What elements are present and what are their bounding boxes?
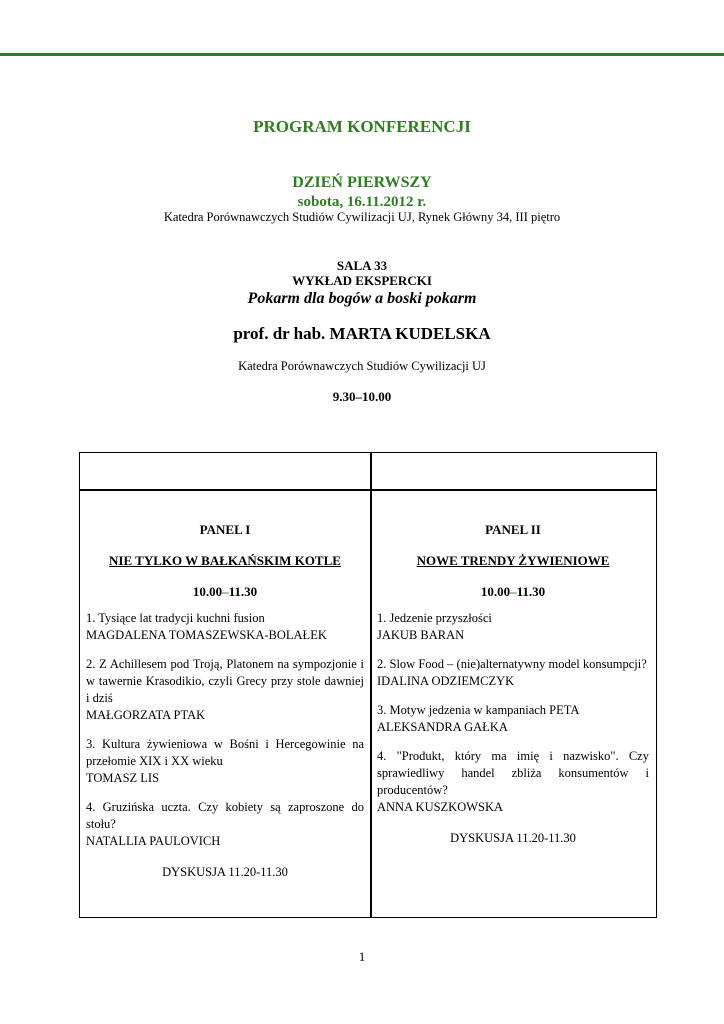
talk-author: NATALLIA PAULOVICH: [86, 834, 221, 848]
talk-item: [377, 656, 649, 690]
panel-topic: NIE TYLKO W BAŁKAŃSKIM KOTLE: [109, 553, 341, 568]
lecture-kind: WYKŁAD EKSPERCKI: [292, 273, 432, 288]
talk-title: 2. Z Achillesem pod Troją, Platonem na sympozjonie i w tawernie Krasodikio, czyli Grecy przy stole dawniej i dziś: [86, 657, 364, 705]
discussion-label: DYSKUSJA 11.20-11.30: [162, 865, 288, 879]
panel-column-1: [86, 490, 364, 881]
panel-column-2: [377, 490, 649, 847]
page-number: 1: [358, 949, 366, 964]
talk-author: MAŁGORZATA PTAK: [86, 708, 206, 722]
talk-item: [377, 748, 649, 816]
talk-item: [377, 610, 649, 644]
panel-time-start: 10.00: [192, 584, 223, 599]
lecture-title: Pokarm dla bogów a boski pokarm: [247, 290, 477, 307]
talk-title: 3. Motyw jedzenia w kampaniach PETA: [377, 703, 580, 717]
talk-title: 3. Kultura żywieniowa w Bośni i Hercegowinie na przełomie XIX i XX wieku: [86, 737, 364, 768]
panel-time-end: 11.30: [516, 584, 546, 599]
panel-time: [377, 583, 649, 600]
talk-title: 4. "Produkt, który ma imię i nazwisko". Czy sprawiedliwy handel zbliża konsumentów i producentów?: [377, 749, 649, 797]
panel-time-end: 11.30: [228, 584, 258, 599]
date-line: sobota, 16.11.2012 r.: [297, 194, 427, 210]
day-heading: DZIEŃ PIERWSZY: [292, 174, 432, 191]
room-label: SALA 33: [336, 258, 388, 273]
venue-line: Katedra Porównawczych Studiów Cywilizacji UJ, Rynek Główny 34, III piętro: [163, 210, 561, 224]
page-title: PROGRAM KONFERENCJI: [253, 117, 471, 136]
speaker-affiliation: Katedra Porównawczych Studiów Cywilizacji UJ: [238, 359, 486, 373]
talk-author: JAKUB BARAN: [377, 628, 465, 642]
speaker-name: prof. dr hab. MARTA KUDELSKA: [233, 324, 491, 343]
talk-title: 4. Gruzińska uczta. Czy kobiety są zaproszone do stołu?: [86, 800, 364, 831]
table-column-divider: [370, 452, 372, 918]
talk-title: 1. Jedzenie przyszłości: [377, 611, 492, 625]
talk-item: [86, 656, 364, 724]
talk-title: 1. Tysiące lat tradycji kuchni fusion: [86, 611, 265, 625]
panel-time-start: 10.00: [480, 584, 511, 599]
talk-author: MAGDALENA TOMASZEWSKA-BOLAŁEK: [86, 628, 327, 642]
panel-name: PANEL I: [199, 522, 251, 537]
talk-item: [377, 702, 649, 736]
talk-author: ANNA KUSZKOWSKA: [377, 800, 504, 814]
talk-author: ALEKSANDRA GAŁKA: [377, 720, 508, 734]
talk-title: 2. Slow Food – (nie)alternatywny model konsumpcji?: [377, 657, 647, 671]
panel-time-dash: –: [222, 584, 229, 599]
talk-author: IDALINA ODZIEMCZYK: [377, 674, 515, 688]
panel-time: [86, 583, 364, 600]
panel-topic: NOWE TRENDY ŻYWIENIOWE: [416, 553, 610, 568]
talk-author: TOMASZ LIS: [86, 771, 160, 785]
talk-item: [86, 610, 364, 644]
talk-list: [86, 610, 364, 850]
talk-item: [86, 736, 364, 787]
panel-time-dash: –: [510, 584, 517, 599]
talk-item: [86, 799, 364, 850]
discussion-label: DYSKUSJA 11.20-11.30: [450, 831, 576, 845]
header-rule: [0, 53, 724, 56]
panel-name: PANEL II: [485, 522, 541, 537]
talk-list: [377, 610, 649, 816]
lecture-time: 9.30–10.00: [332, 389, 392, 404]
